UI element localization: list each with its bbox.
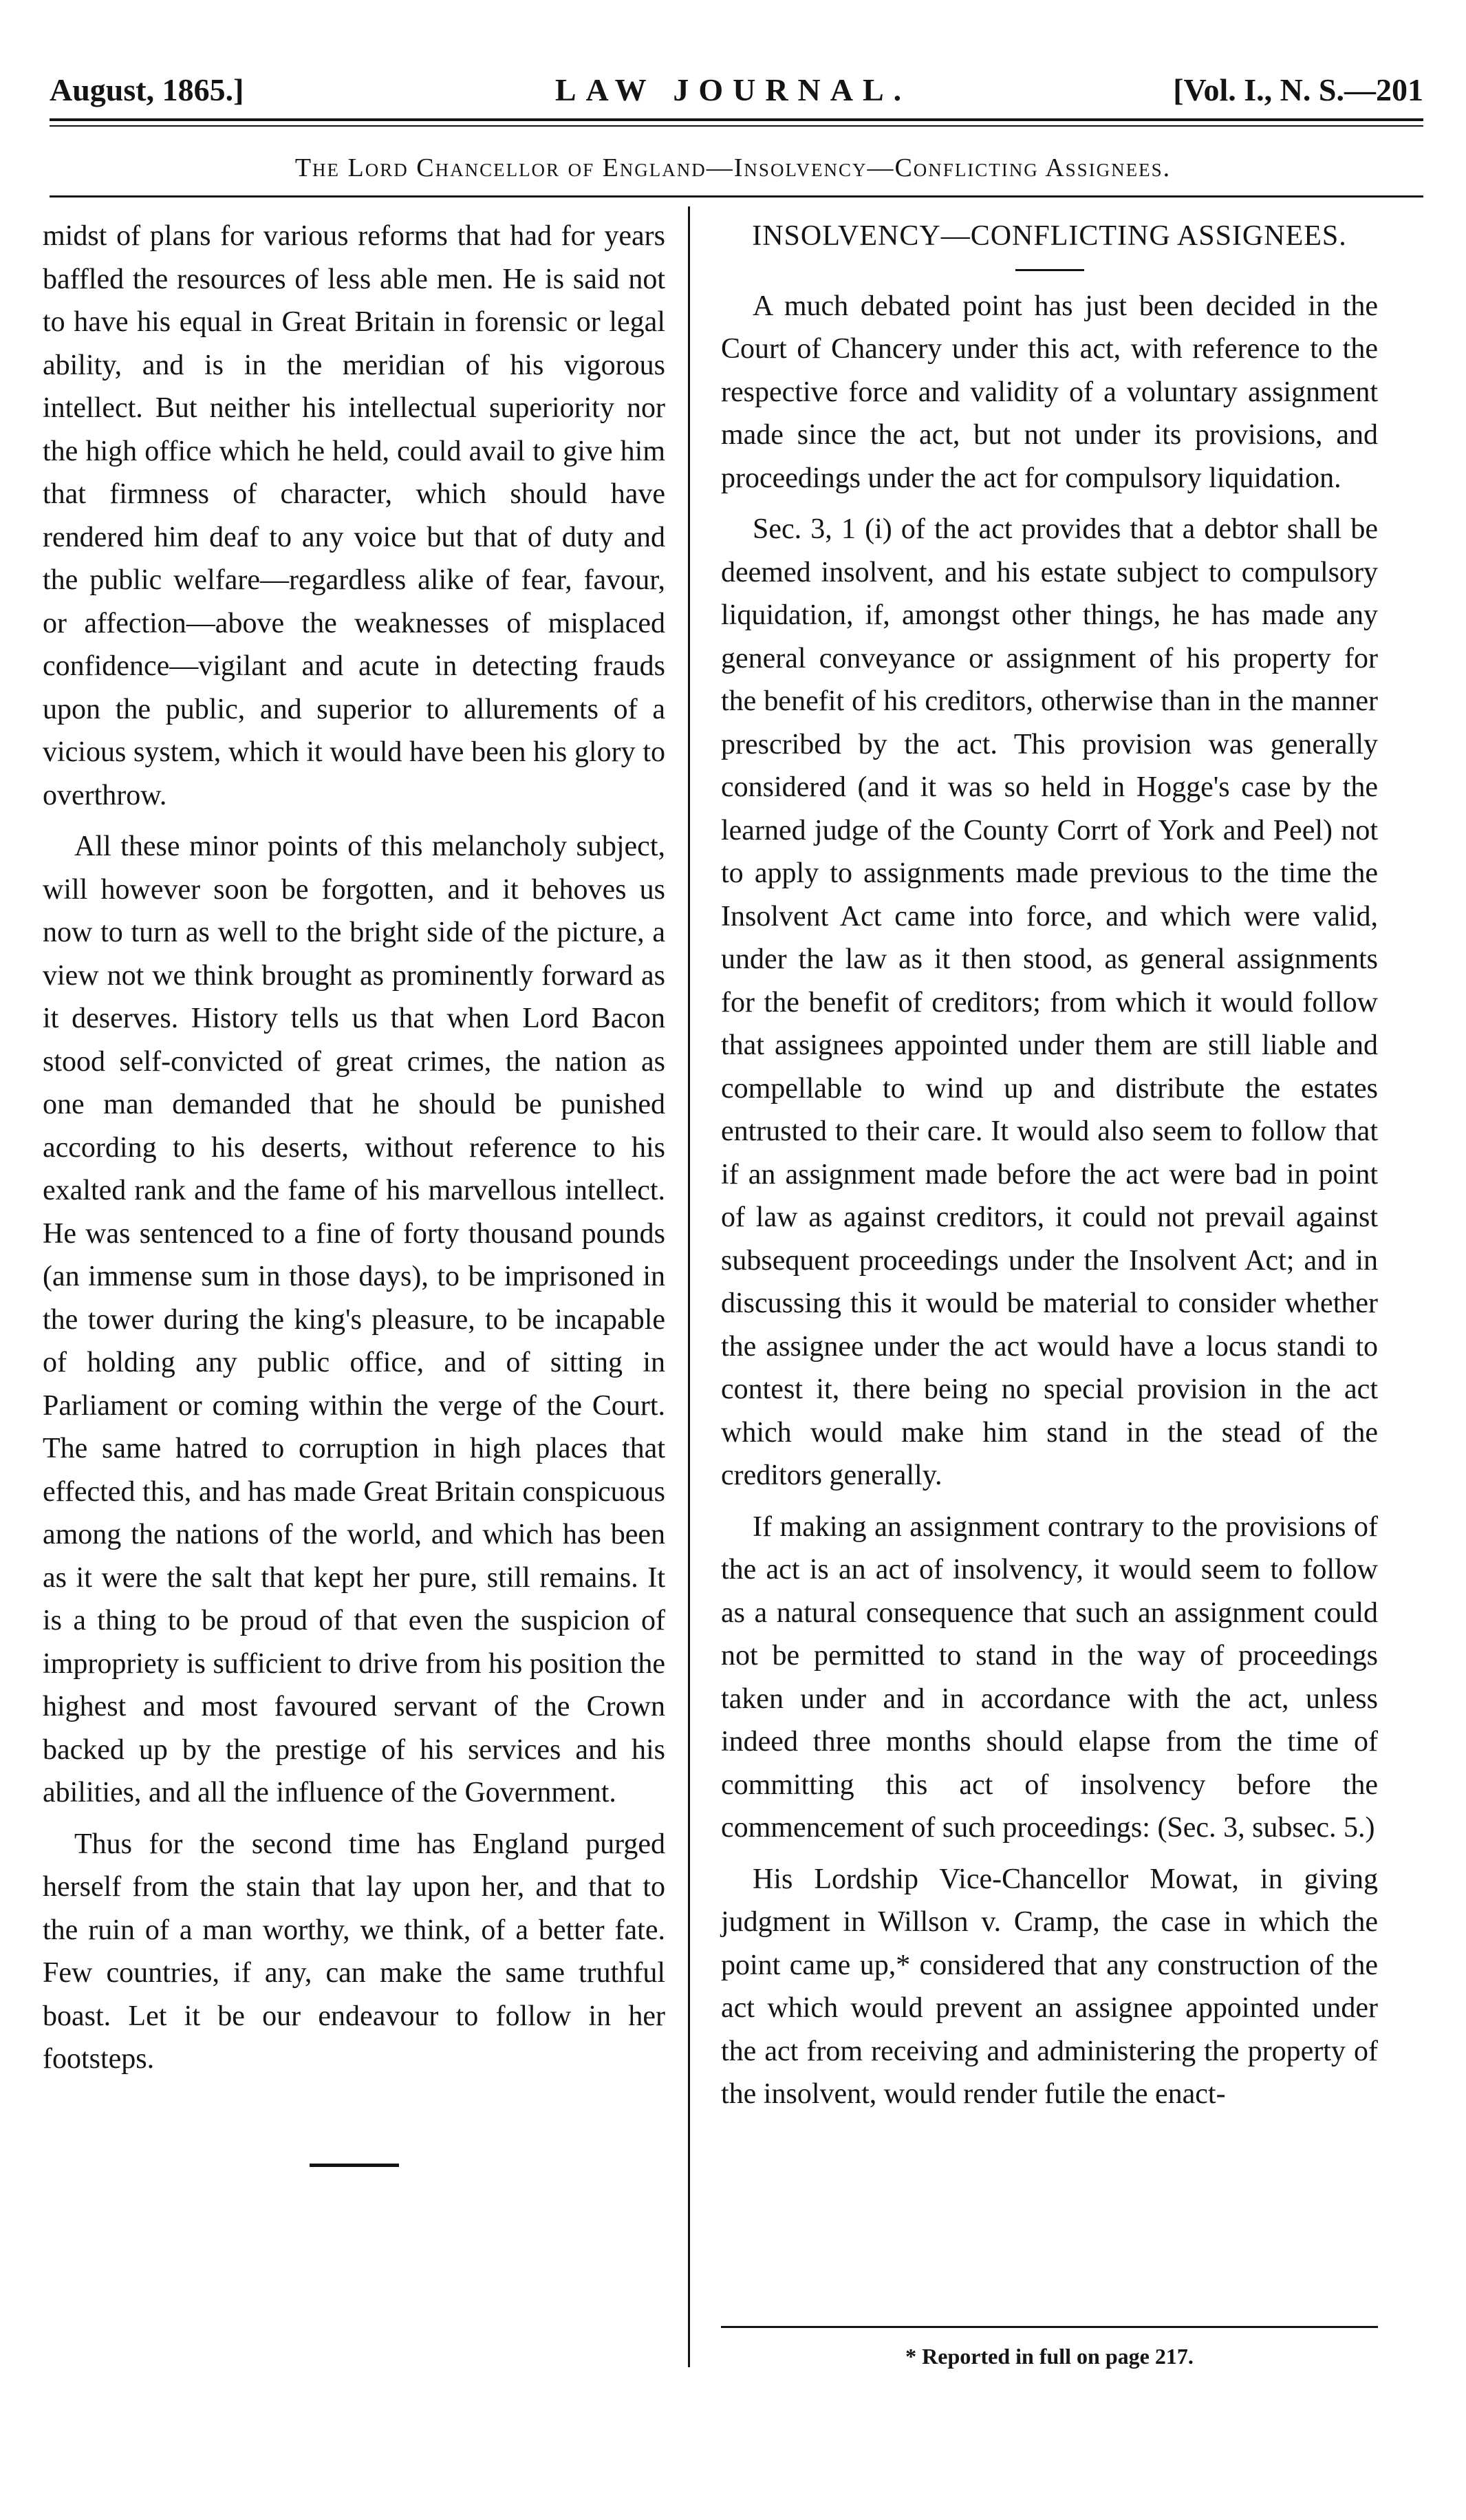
subtitle-rule bbox=[50, 195, 1423, 197]
right-paragraph: If making an assignment contrary to the provisions of the act is an act of insolvency, it would seem to follow as a natural consequence that such an assignment could not be permitted to stand in the way of proceedings taken under and in accordance with the act, unless indeed three months should elapse from the time of committing this act of insolvency before the commencement of such proceedings: (Sec. 3, subsec. 5.) bbox=[721, 1510, 1378, 1844]
header-rule-bottom bbox=[50, 125, 1423, 127]
left-column bbox=[43, 215, 665, 2167]
left-paragraph: Thus for the second time has England purged herself from the stain that lay upon her, and that to the ruin of a man worthy, we think, of a better fate. Few countries, if any, can make the same truthful boast. Let it be our endeavour to follow in her footsteps. bbox=[43, 1828, 665, 2075]
volume-page: [Vol. I., N. S.—201 bbox=[1173, 72, 1423, 107]
footnote-rule bbox=[721, 2326, 1378, 2328]
header-rule-top bbox=[50, 118, 1423, 121]
right-column bbox=[721, 215, 1378, 2116]
issue-date: August, 1865.] bbox=[50, 72, 244, 107]
journal-title: LAW JOURNAL. bbox=[554, 72, 912, 107]
footnote: * Reported in full on page 217. bbox=[905, 2344, 1194, 2369]
running-subtitle: The Lord Chancellor of England—Insolvency—Conflicting Assignees. bbox=[294, 153, 1172, 182]
column-divider bbox=[688, 206, 690, 2367]
left-paragraph: midst of plans for various reforms that had for years baffled the resources of less able men. He is said not to have his equal in Great Britain in forensic or legal ability, and is in the meridian of his vigorous intellect. But neither his intellectual superiority nor the high office which he held, could avail to give him that firmness of character, which should have rendered him deaf to any voice but that of duty and the public welfare—regardless alike of fear, favour, or affection—above the weaknesses of misplaced confidence—vigilant and acute in detecting frauds upon the public, and superior to allurements of a vicious system, which it would have been his glory to overthrow. bbox=[43, 220, 665, 811]
left-paragraph: All these minor points of this melancholy subject, will however soon be forgotten, and it behoves us now to turn as well to the bright side of the picture, a view not we think brought as prominently forward as it deserves. History tells us that when Lord Bacon stood self-convicted of great crimes, the nation as one man demanded that he should be punished according to his deserts, without reference to his exalted rank and the fame of his marvellous intellect. He was sentenced to a fine of forty thousand pounds (an immense sum in those days), to be imprisoned in the tower during the king's pleasure, to be incapable of holding any public office, and of sitting in Parliament or coming within the verge of the Court. The same hatred to corruption in high places that effected this, and has made Great Britain conspicuous among the nations of the world, and which has been as it were the salt that kept her pure, still remains. It is a thing to be proud of that even the suspicion of impropriety is sufficient to drive from his position the highest and most favoured servant of the Crown backed up by the prestige of his services and his abilities, and all the influence of the Government. bbox=[43, 831, 665, 1808]
article-end-rule bbox=[310, 2164, 399, 2167]
right-paragraph: A much debated point has just been decided in the Court of Chancery under this act, with reference to the respective force and validity of a voluntary assignment made since the act, but not under its provisions, and proceedings under the act for compulsory liquidation. bbox=[721, 290, 1378, 494]
right-paragraph: His Lordship Vice-Chancellor Mowat, in giving judgment in Willson v. Cramp, the case in which the point came up,* considered that any construction of the act which would prevent an assignee appointed under the act from receiving and administering the property of the insolvent, would render futile the enact- bbox=[721, 1863, 1378, 2110]
title-rule bbox=[1015, 269, 1084, 271]
article-title: INSOLVENCY—CONFLICTING ASSIGNEES. bbox=[752, 220, 1347, 252]
right-paragraph: Sec. 3, 1 (i) of the act provides that a debtor shall be deemed insolvent, and his estate subject to compulsory liquidation, if, amongst other things, he has made any general conveyance or assignment of his property for the benefit of his creditors, otherwise than in the manner prescribed by the act. This provision was generally considered (and it was so held in Hogge's case by the learned judge of the County Corrt of York and Peel) not to apply to assignments made previous to the time the Insolvent Act came into force, and which were valid, under the law as it then stood, as general assignments for the benefit of creditors; from which it would follow that assignees appointed under them are still liable and compellable to wind up and distribute the estates entrusted to their care. It would also seem to follow that if an assignment made before the act were bad in point of law as against creditors, it could not prevail against subsequent proceedings under the Insolvent Act; and in discussing this it would be material to consider whether the assignee under the act would have a locus standi to contest it, there being no special provision in the act which would make him stand in the stead of the creditors generally. bbox=[721, 513, 1378, 1491]
